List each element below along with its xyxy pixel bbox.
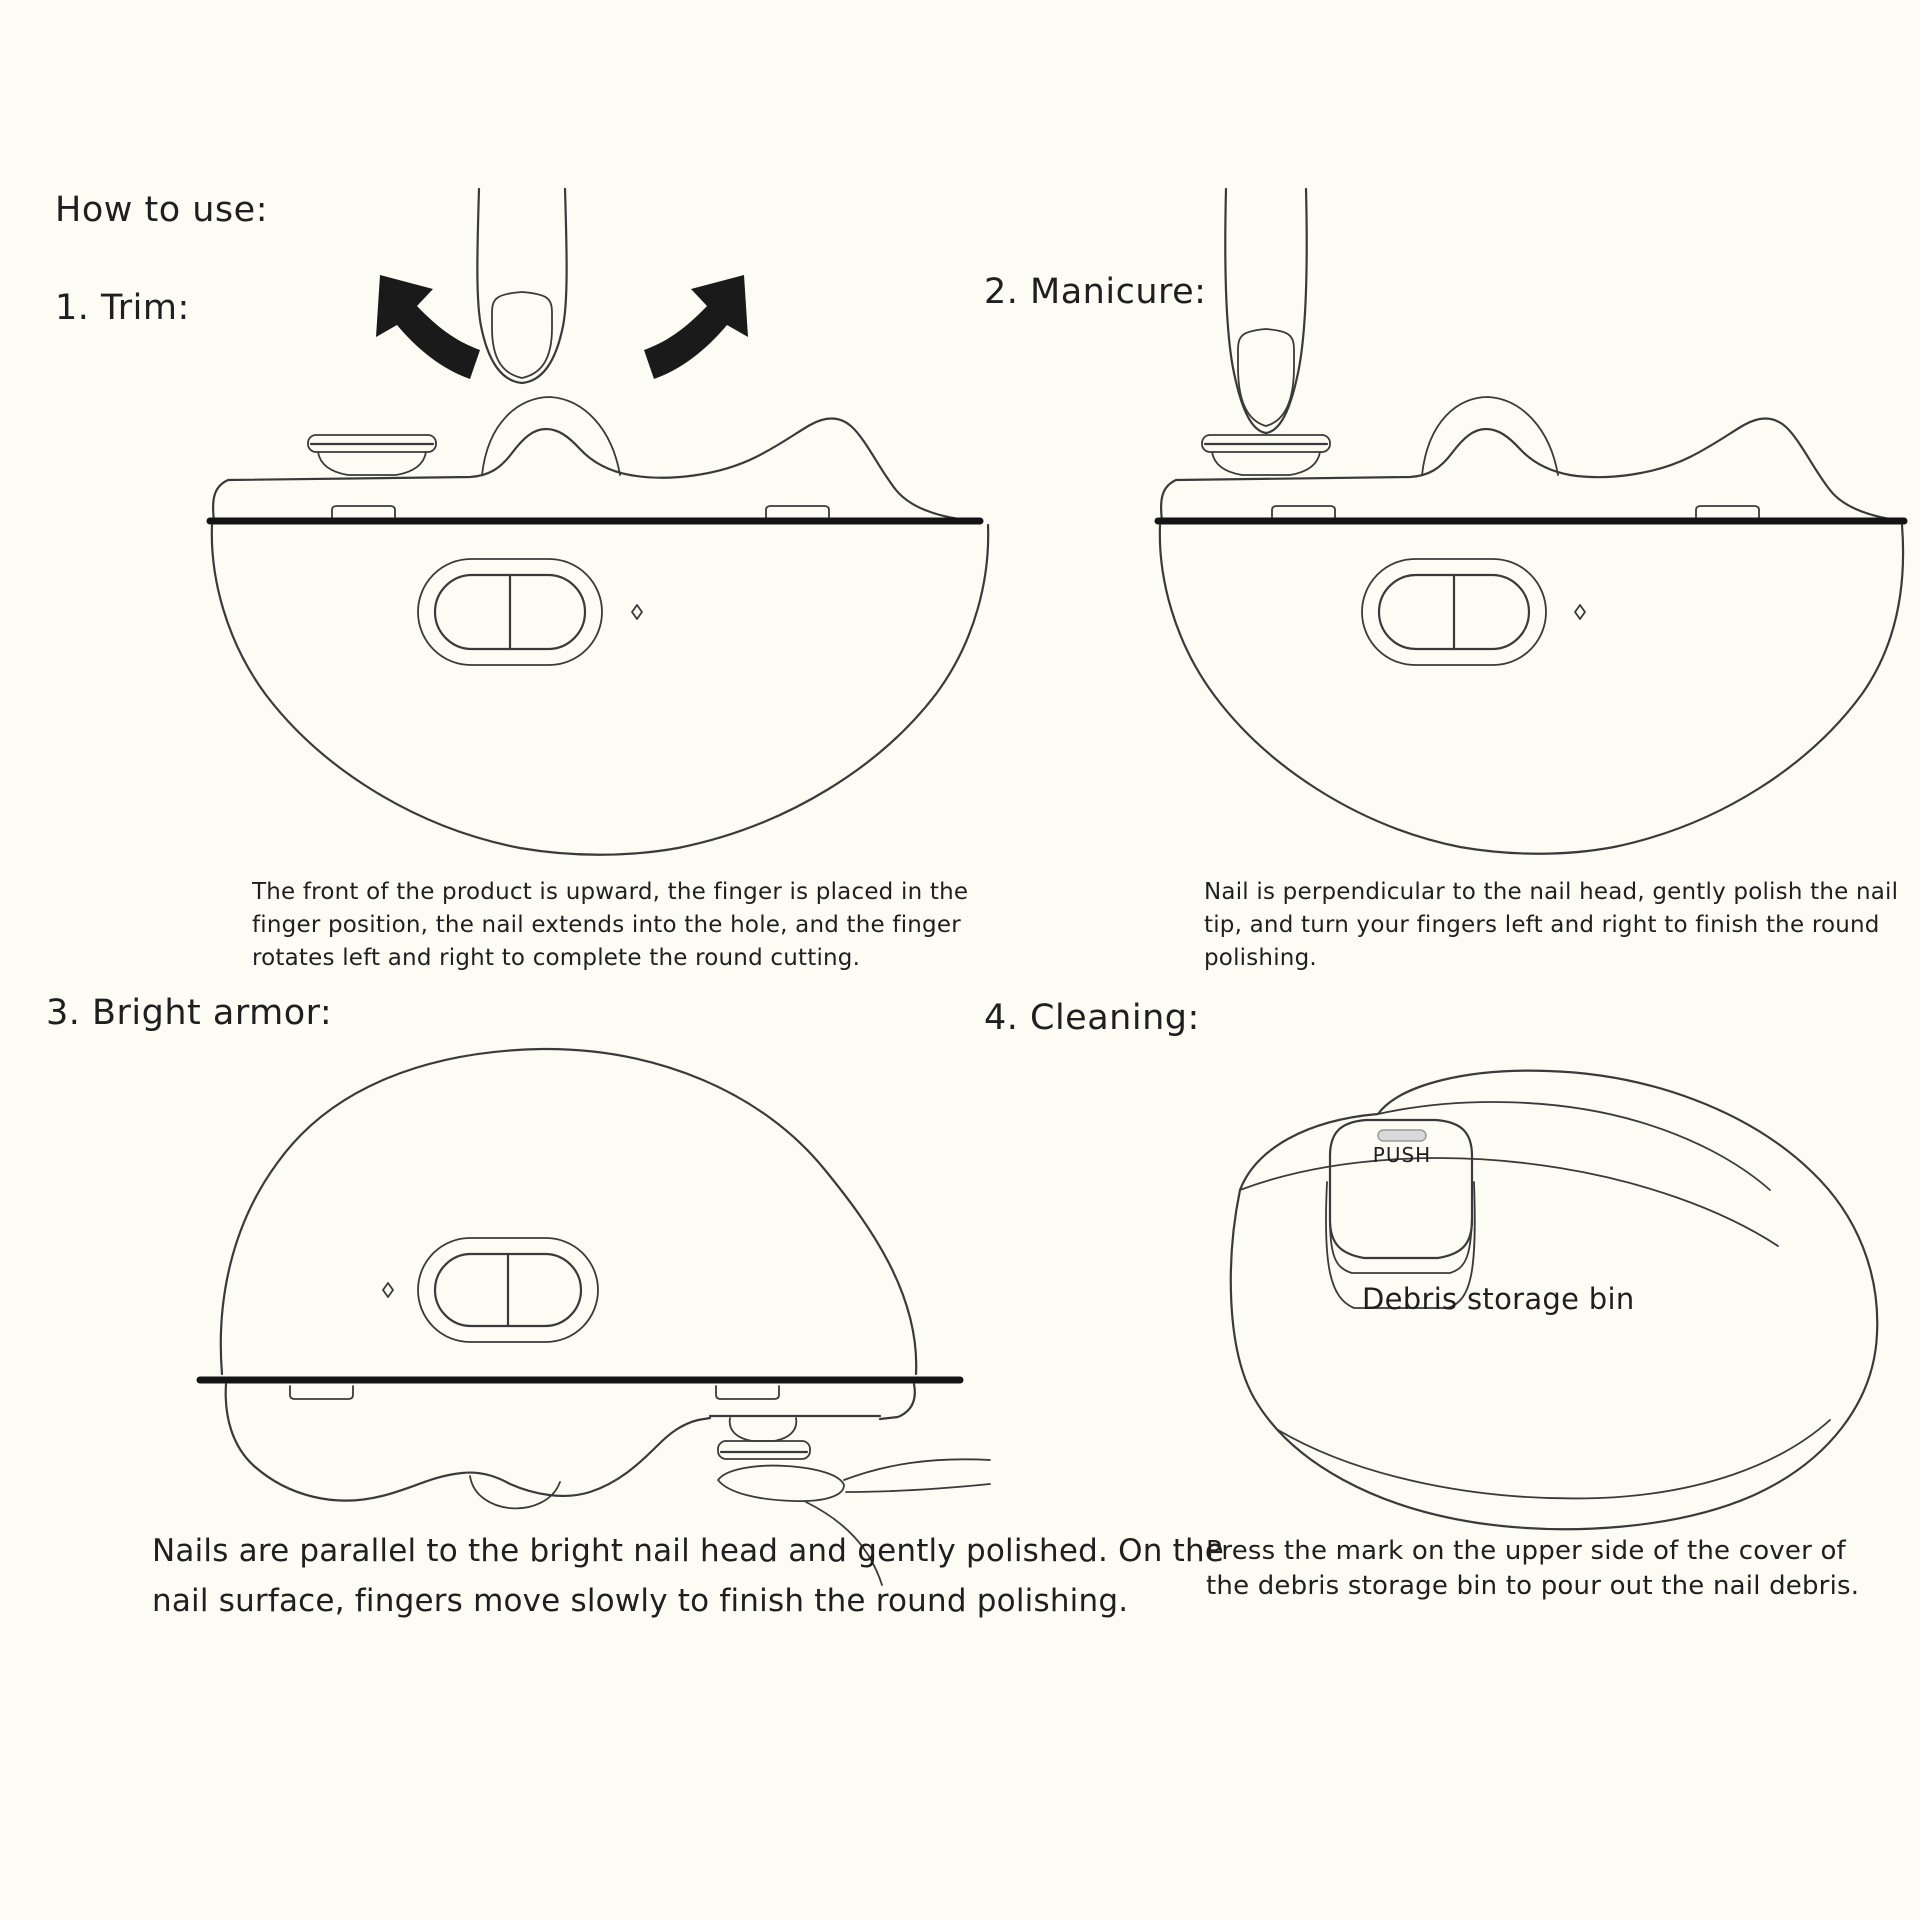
bin-slot (1378, 1130, 1426, 1141)
push-button-label: PUSH (1372, 1143, 1432, 1167)
fingernail (718, 1466, 844, 1502)
device-lid (213, 397, 978, 521)
power-switch (418, 559, 602, 665)
section-caption-bright-armor: Nails are parallel to the bright nail head and gently polished. On the nail surface, fingers move slowly to finish the round polishing. (152, 1533, 1225, 1619)
led-indicator (1575, 605, 1585, 619)
rotate-arrow-left-icon (376, 275, 480, 379)
polish-head-knob (718, 1418, 810, 1459)
nail-hole-dome (470, 1476, 560, 1508)
lid-tabs (332, 506, 829, 519)
led-indicator (632, 605, 642, 619)
section-heading-bright-armor: 3. Bright armor: (46, 993, 333, 1033)
fingernail (1238, 329, 1294, 426)
section-caption-manicure: Nail is perpendicular to the nail head, gently polish the nail tip, and turn your fingers left and right to finish the round polishing. (1204, 879, 1899, 971)
debris-bin-label: Debris storage bin (1362, 1282, 1635, 1316)
page-title: How to use: (55, 190, 268, 230)
bright-armor-illustration (170, 1040, 990, 1585)
power-switch (418, 1238, 598, 1342)
lid-tabs (290, 1386, 779, 1399)
finger-icon (477, 189, 566, 383)
polish-head-knob (1202, 435, 1330, 475)
device-body (221, 1049, 916, 1374)
section-heading-manicure: 2. Manicure: (984, 272, 1207, 312)
finger-icon (1225, 189, 1306, 433)
led-indicator (383, 1283, 393, 1297)
device-body (212, 525, 988, 855)
section-heading-cleaning: 4. Cleaning: (984, 998, 1200, 1038)
lid-tabs (1272, 506, 1759, 519)
section-heading-trim: 1. Trim: (55, 288, 190, 328)
manicure-illustration (1140, 185, 1920, 875)
section-caption-cleaning: Press the mark on the upper side of the cover of the debris storage bin to pour out the nail debris. (1206, 1536, 1860, 1601)
device-lid (1161, 397, 1902, 521)
device-lid (226, 1384, 915, 1508)
rotate-arrow-right-icon (644, 275, 748, 379)
fingernail (492, 292, 552, 378)
section-caption-trim: The front of the product is upward, the finger is placed in the finger position, the nail extends into the hole, and the finger rotates left and right to complete the round cutting. (252, 879, 969, 971)
polish-head-knob (308, 435, 436, 475)
trim-illustration (190, 185, 1000, 875)
power-switch (1362, 559, 1546, 665)
